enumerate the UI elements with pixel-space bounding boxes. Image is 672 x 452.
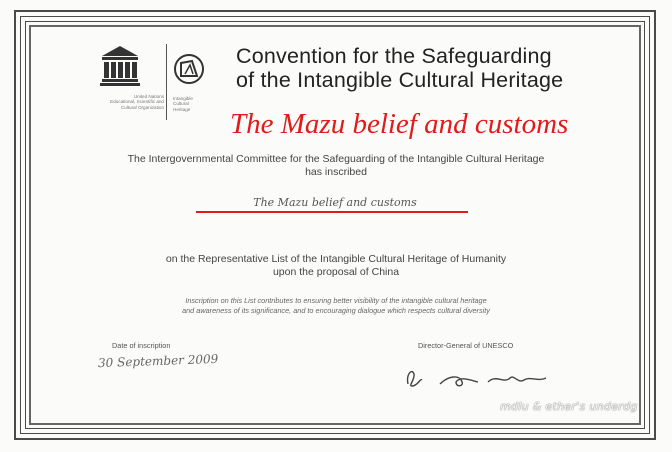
representative-line-2: upon the proposal of China <box>272 266 400 278</box>
ich-caption-line: Cultural <box>173 101 189 107</box>
logo-divider <box>166 44 167 120</box>
unesco-logo <box>80 42 164 92</box>
committee-statement <box>48 153 624 179</box>
ich-caption <box>173 96 223 112</box>
convention-title-line-1: Convention for the Safeguarding <box>236 44 552 68</box>
date-value: 30 September 2009 <box>97 351 219 371</box>
red-underline <box>196 211 468 213</box>
ich-caption-line: Heritage <box>173 106 191 112</box>
convention-title-line-2: of the Intangible Cultural Heritage <box>236 68 564 92</box>
unesco-caption-line: Educational, Scientific and <box>110 99 164 105</box>
representative-list-statement <box>48 253 624 279</box>
unesco-caption-line: United Nations <box>133 94 164 99</box>
director-signature <box>400 362 550 397</box>
overlay-title: The Mazu belief and customs <box>230 108 569 140</box>
watermark: mdlu & ether's underdg <box>500 400 638 413</box>
element-name: The Mazu belief and customs <box>253 196 417 209</box>
ich-emblem <box>172 52 206 93</box>
unesco-caption <box>84 94 164 110</box>
representative-line-1: on the Representative List of the Intangible Cultural Heritage of Humanity <box>165 253 507 265</box>
unesco-caption-line: Cultural Organization <box>120 104 164 110</box>
director-label: Director-General of UNESCO <box>418 341 514 350</box>
convention-title <box>236 44 656 92</box>
date-label: Date of inscription <box>112 341 171 350</box>
ich-caption-line: Intangible <box>173 96 193 101</box>
inscription-line-2: and awareness of its significance, and to encouraging dialogue which respects cultural diversity <box>182 305 490 315</box>
committee-line-2: has inscribed <box>305 166 367 178</box>
committee-line-1: The Intergovernmental Committee for the Safeguarding of the Intangible Cultural Heritage <box>127 153 545 165</box>
inscription-line-1: Inscription on this List contributes to ensuring better visibility of the intangible cultural heritage <box>185 296 487 305</box>
inscription-note <box>68 296 604 315</box>
